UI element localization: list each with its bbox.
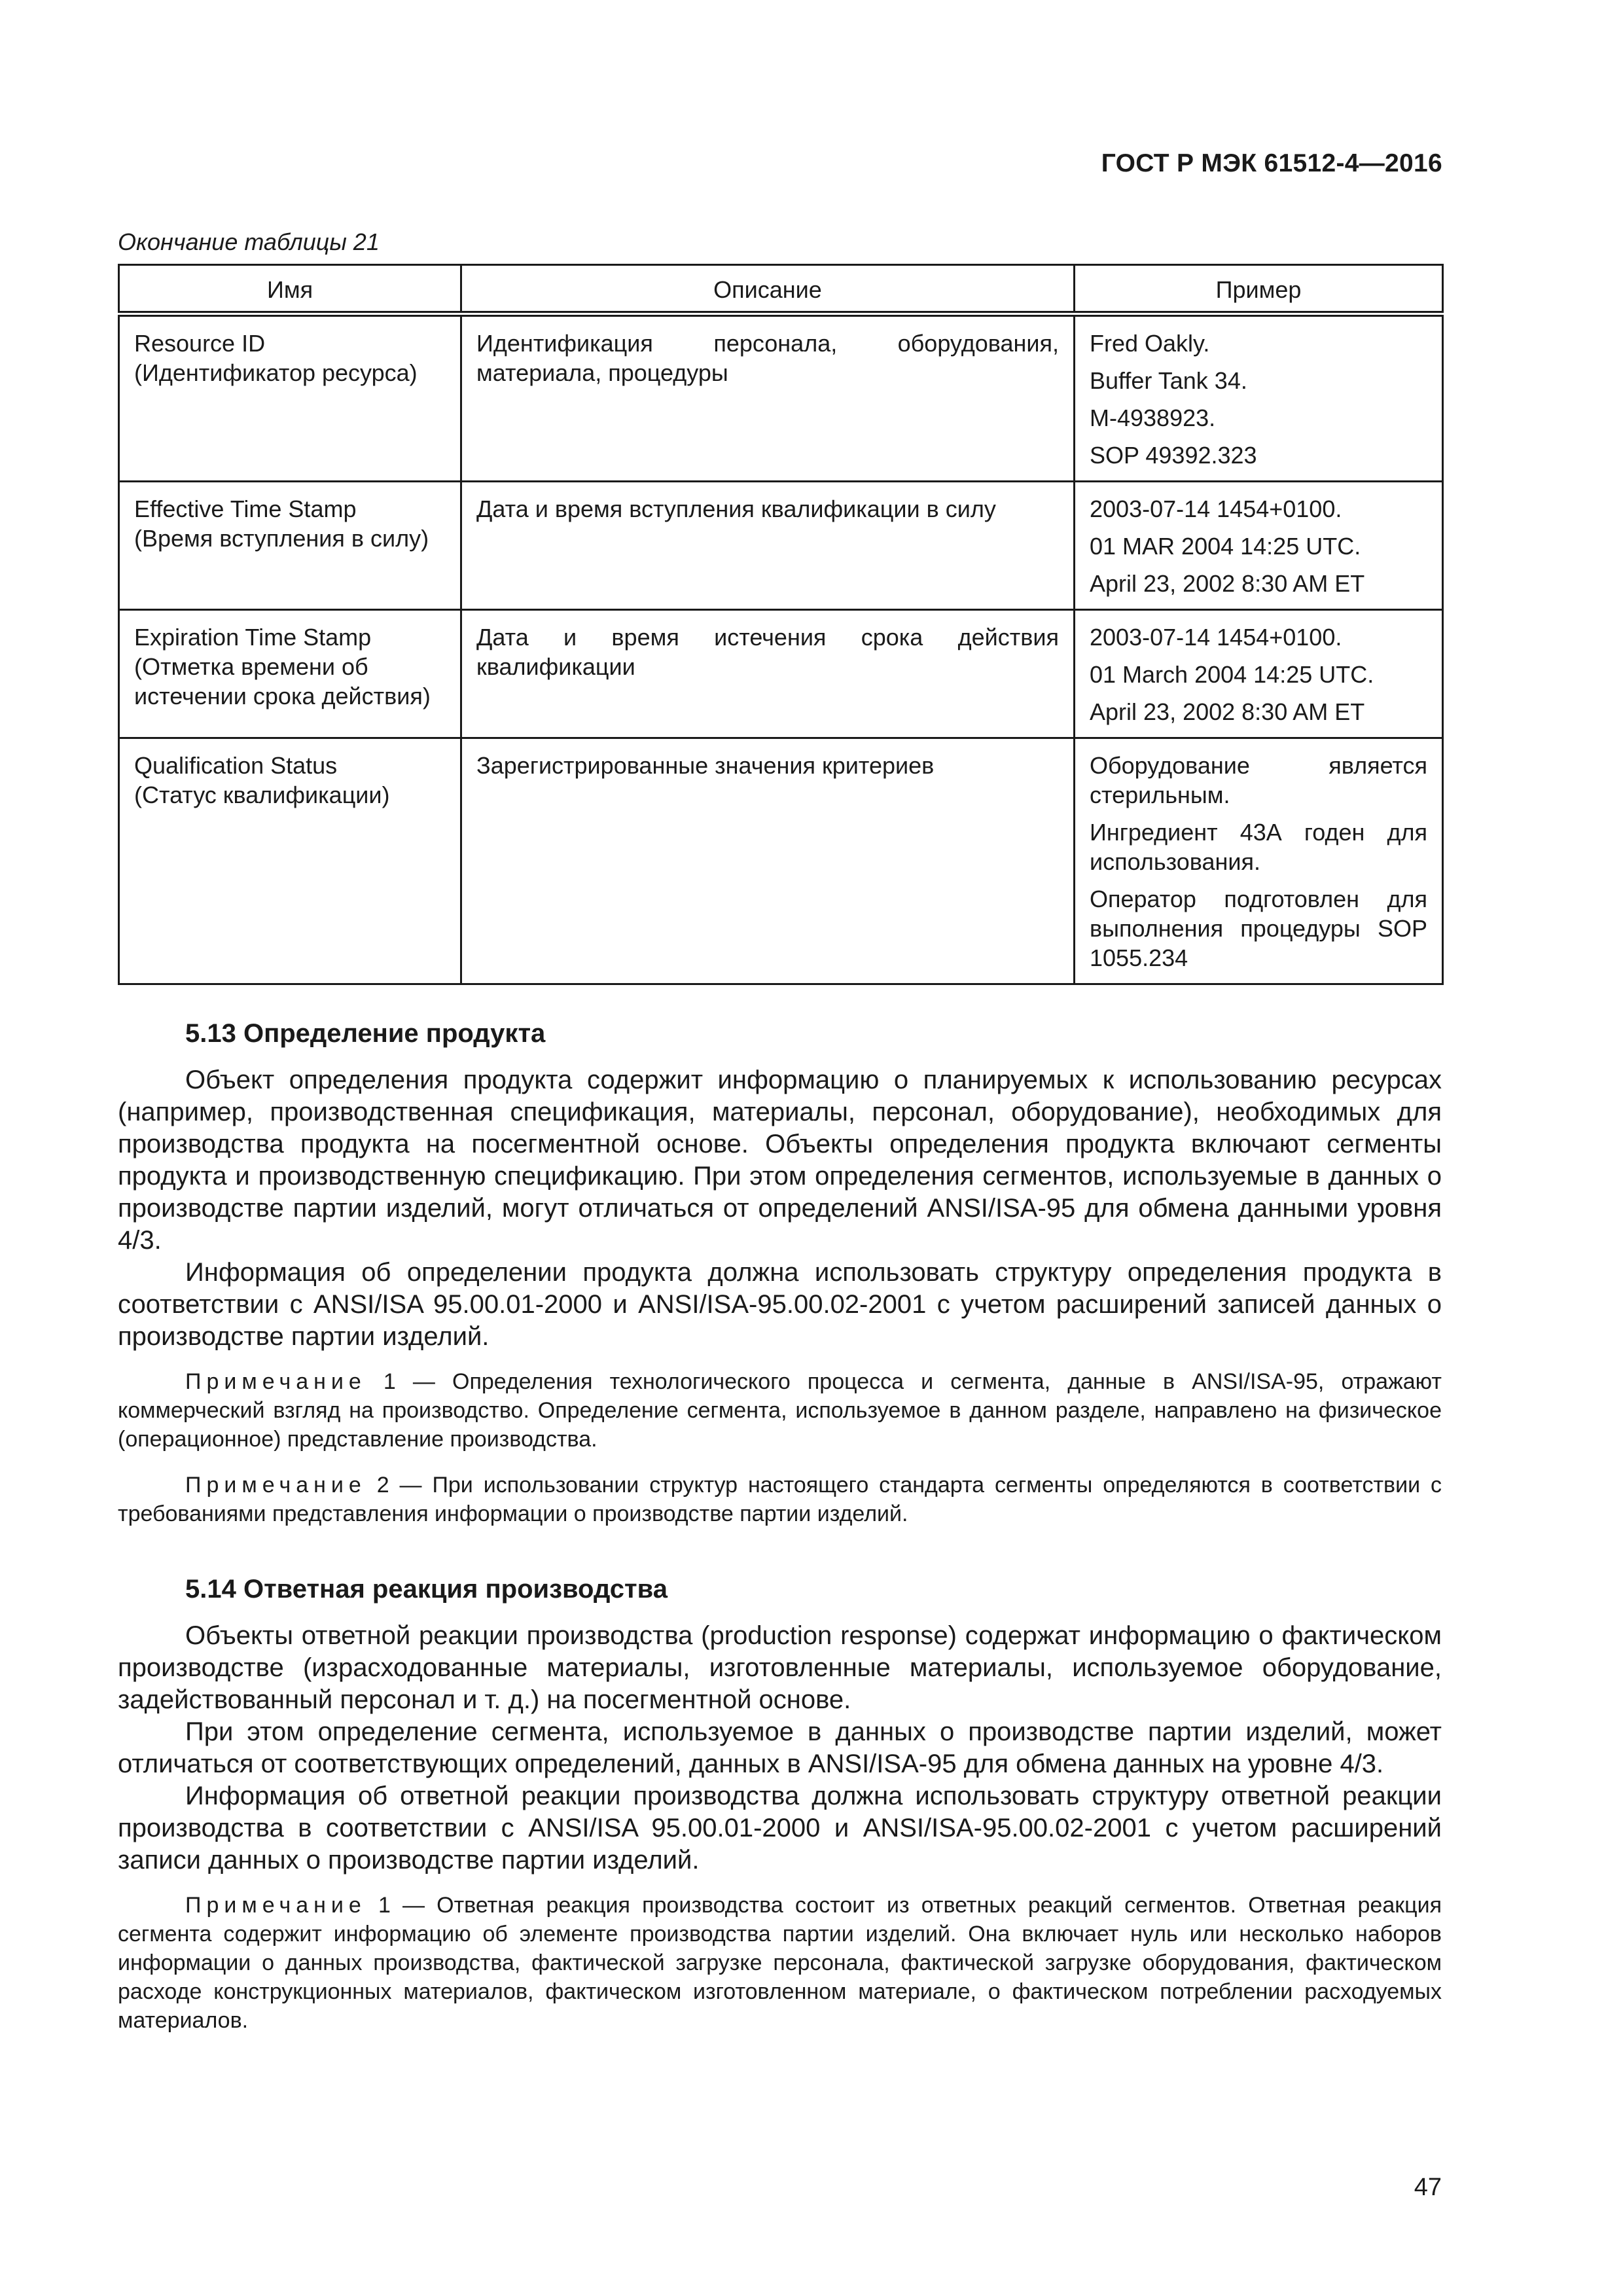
section-heading-5-13: 5.13 Определение продукта	[185, 1019, 546, 1048]
cell-description: Идентификация персонала, оборудования, материала, процедуры	[461, 314, 1075, 482]
attribute-name: Expiration Time Stamp	[134, 624, 372, 651]
example-value: Buffer Tank 34.	[1090, 367, 1247, 394]
attribute-name-translation: (Отметка времени об истечении срока действия)	[134, 653, 431, 709]
table-row	[119, 314, 1443, 482]
column-header-name: Имя	[119, 265, 461, 314]
table-row	[119, 482, 1443, 610]
attribute-name-translation: (Статус квалификации)	[134, 781, 390, 808]
attribute-name: Effective Time Stamp	[134, 495, 357, 522]
paragraph: Объекты ответной реакции производства (production response) содержат информацию о фактическом производстве (израсходованные материалы, изготовленные материалы, используемое оборудование, задействованный персонал и т. д.) на посегментной основе.	[118, 1621, 1442, 1714]
cell-name	[119, 610, 461, 738]
example-value: Fred Oakly.	[1090, 330, 1210, 357]
main-text	[118, 1016, 1442, 2035]
example-value: Оператор подготовлен для выполнения процедуры SOP 1055.234	[1090, 886, 1427, 971]
cell-description: Дата и время истечения срока действия квалификации	[461, 610, 1075, 738]
cell-description: Дата и время вступления квалификации в силу	[461, 482, 1075, 610]
page-number: 47	[1414, 2174, 1442, 2201]
table-header-row	[119, 265, 1443, 314]
example-value: 2003-07-14 1454+0100.	[1090, 624, 1342, 651]
column-header-description: Описание	[461, 265, 1075, 314]
cell-example	[1075, 314, 1443, 482]
cell-name	[119, 738, 461, 984]
cell-description: Зарегистрированные значения критериев	[461, 738, 1075, 984]
example-value: 2003-07-14 1454+0100.	[1090, 495, 1342, 522]
cell-name	[119, 314, 461, 482]
example-value: April 23, 2002 8:30 AM ET	[1090, 698, 1365, 725]
attribute-name-translation: (Идентификатор ресурса)	[134, 359, 418, 386]
paragraph: Информация об ответной реакции производства должна использовать структуру ответной реакции производства в соответствии с ANSI/ISA 95.00.01-2000 и ANSI/ISA-95.00.02-2001 с учетом расширений записи данных о производстве партии изделий.	[118, 1782, 1442, 1874]
attribute-name: Qualification Status	[134, 752, 338, 779]
table-caption: Окончание таблицы 21	[118, 228, 380, 255]
example-value: Оборудование является стерильным.	[1090, 752, 1427, 808]
standard-designation: ГОСТ Р МЭК 61512-4—2016	[1101, 149, 1442, 177]
paragraph: При этом определение сегмента, используемое в данных о производстве партии изделий, может отличаться от соответствующих определений, данных в ANSI/ISA-95 для обмена данных на уровне 4/3.	[118, 1717, 1442, 1778]
table-row	[119, 610, 1443, 738]
note	[118, 1471, 1442, 1528]
note	[118, 1367, 1442, 1454]
attribute-name: Resource ID	[134, 330, 266, 357]
note-text: 1 — Определения технологического процесса и сегмента, данные в ANSI/ISA-95, отражают коммерческий взгляд на производство. Определение сегмента, используемое в данном разделе, направлено на физическое (операционное) представление производства.	[118, 1369, 1442, 1452]
cell-name	[119, 482, 461, 610]
note-label: Примечание	[185, 1369, 366, 1394]
qualification-table	[118, 264, 1444, 985]
example-value: M-4938923.	[1090, 404, 1216, 431]
attribute-name-translation: (Время вступления в силу)	[134, 525, 429, 552]
example-value: April 23, 2002 8:30 AM ET	[1090, 570, 1365, 597]
note-text: 2 — При использовании структур настоящего стандарта сегменты определяются в соответствии с требованиями представления информации о производстве партии изделий.	[118, 1473, 1442, 1526]
note-label: Примечание	[185, 1473, 366, 1498]
section-heading-5-14: 5.14 Ответная реакция производства	[185, 1575, 668, 1604]
note-label: Примечание	[185, 1893, 366, 1918]
table-row	[119, 738, 1443, 984]
paragraph: Объект определения продукта содержит информацию о планируемых к использованию ресурсах (например, производственная спецификация, материалы, персонал, оборудование), необходимых для производства продукта на посегментной основе. Объекты определения продукта включают сегменты продукта и производственную спецификацию. При этом определения сегментов, используемые в данных о производстве партии изделий, могут отличаться от определений ANSI/ISA-95 для обмена данными уровня 4/3.	[118, 1066, 1442, 1255]
note	[118, 1891, 1442, 2035]
cell-example	[1075, 482, 1443, 610]
cell-example	[1075, 738, 1443, 984]
example-value: Ингредиент 43А годен для использования.	[1090, 819, 1427, 875]
cell-example	[1075, 610, 1443, 738]
example-value: SOP 49392.323	[1090, 442, 1257, 469]
example-value: 01 MAR 2004 14:25 UTC.	[1090, 533, 1361, 560]
paragraph: Информация об определении продукта должна использовать структуру определения продукта в соответствии с ANSI/ISA 95.00.01-2000 и ANSI/ISA-95.00.02-2001 с учетом расширений записей данных о производстве партии изделий.	[118, 1258, 1442, 1351]
column-header-example: Пример	[1075, 265, 1443, 314]
example-value: 01 March 2004 14:25 UTC.	[1090, 661, 1374, 688]
note-text: 1 — Ответная реакция производства состоит из ответных реакций сегментов. Ответная реакция сегмента содержит информацию об элементе производства партии изделий. Она включает нуль или несколько наборов информации о данных производства, фактической загрузке персонала, фактической загрузке оборудования, фактическом расходе конструкционных материалов, фактическом изготовленном материале, о фактическом потреблении расходуемых материалов.	[118, 1893, 1442, 2033]
